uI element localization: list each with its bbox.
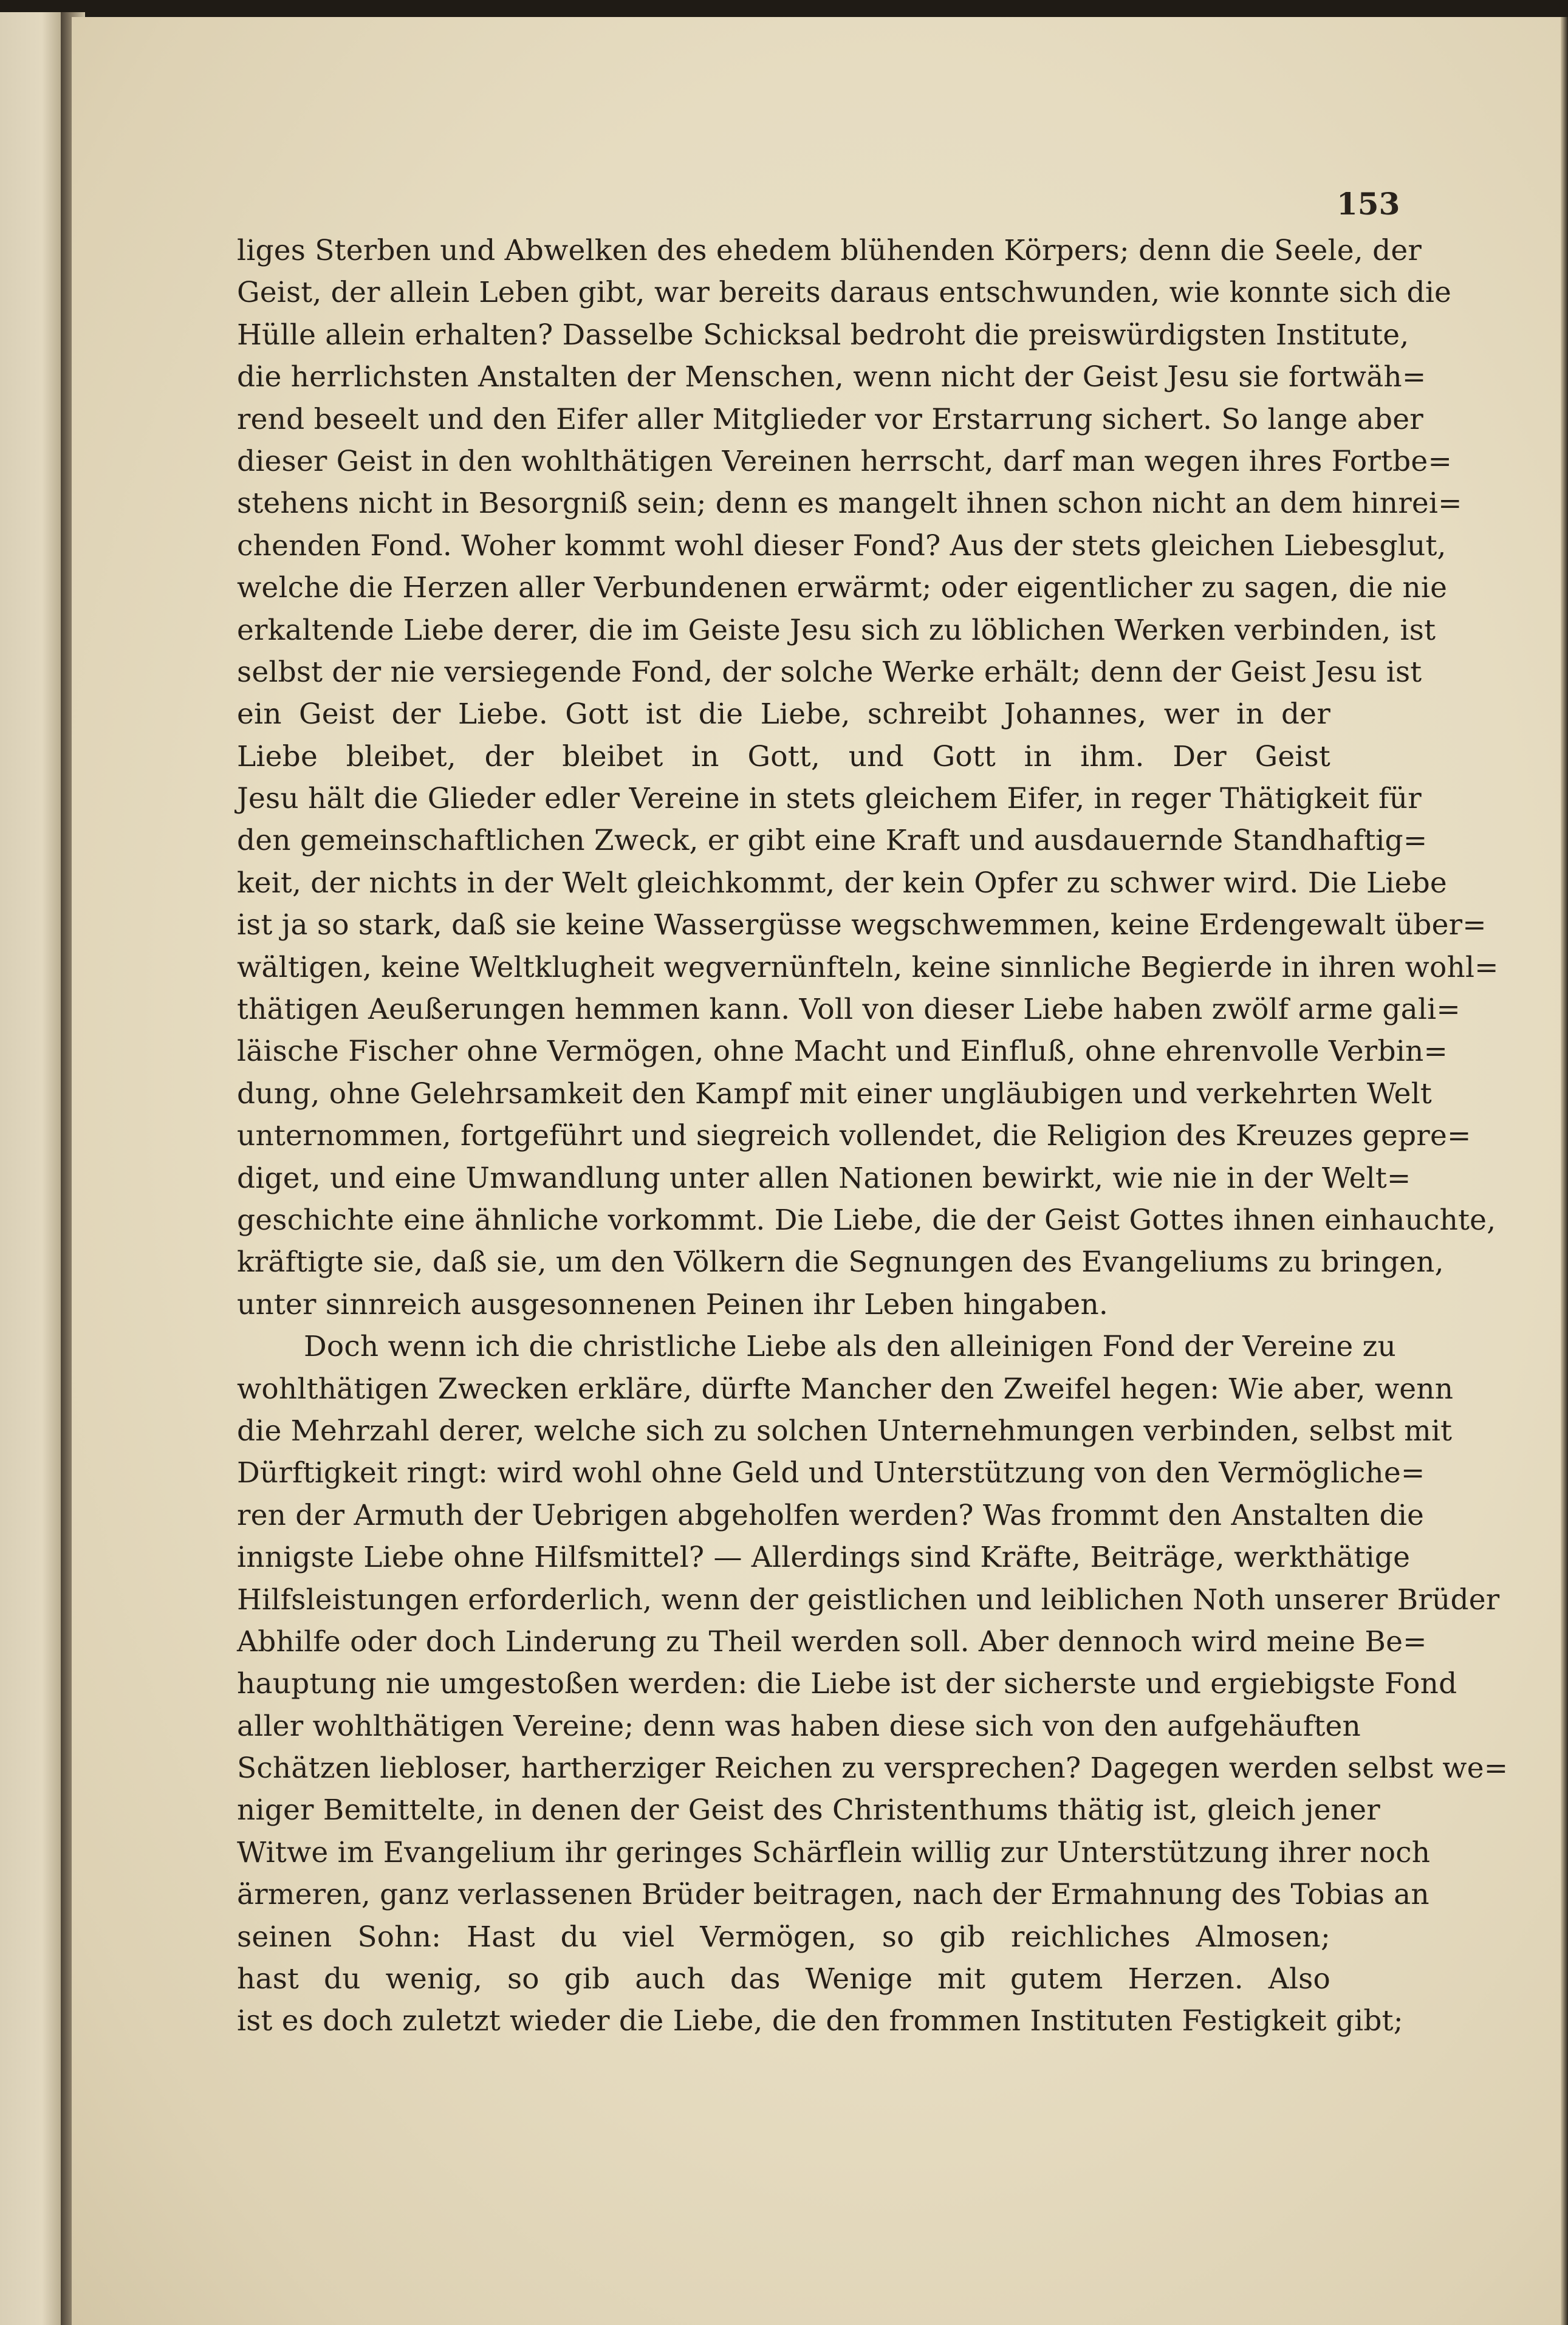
text-line: welche die Herzen aller Verbundenen erwärmt; oder eigentlicher zu sagen, die nie [237, 571, 1448, 605]
paragraph-2 [237, 1326, 1508, 2043]
text-line: selbst der nie versiegende Fond, der solche Werke erhält; denn der Geist Jesu ist [237, 655, 1422, 689]
text-line: ärmeren, ganz verlassenen Brüder beitragen, nach der Ermahnung des Tobias an [237, 1878, 1429, 1912]
text-line: kräftigte sie, daß sie, um den Völkern die Segnungen des Evangeliums zu bringen, [237, 1245, 1444, 1279]
text-line: Dürftigkeit ringt: wird wohl ohne Geld und Unterstützung von den Vermögliche= [237, 1456, 1425, 1490]
text-line: geschichte eine ähnliche vorkommt. Die Liebe, die der Geist Gottes ihnen einhauchte, [237, 1203, 1496, 1237]
text-line: Jesu hält die Glieder edler Vereine in stets gleichem Eifer, in reger Thätigkeit für [237, 782, 1422, 816]
text-line: chenden Fond. Woher kommt wohl dieser Fond? Aus der stets gleichen Liebesglut, [237, 529, 1446, 563]
text-line: dung, ohne Gelehrsamkeit den Kampf mit einer ungläubigen und verkehrten Welt [237, 1077, 1432, 1111]
text-line: läische Fischer ohne Vermögen, ohne Macht und Einfluß, ohne ehrenvolle Verbin= [237, 1035, 1448, 1069]
text-line: ren der Armuth der Uebrigen abgeholfen werden? Was frommt den Anstalten die [237, 1498, 1425, 1532]
body-text [237, 230, 1508, 2043]
text-line: hauptung nie umgestoßen werden: die Liebe ist der sicherste und ergiebigste Fond [237, 1667, 1457, 1701]
text-line: Hilfsleistungen erforderlich, wenn der geistlichen und leiblichen Noth unserer Brüder [237, 1583, 1500, 1617]
text-line: keit, der nichts in der Welt gleichkommt, der kein Opfer zu schwer wird. Die Liebe [237, 866, 1447, 900]
text-line: den gemeinschaftlichen Zweck, er gibt eine Kraft und ausdauernde Standhaftig= [237, 824, 1428, 858]
text-line: dieser Geist in den wohlthätigen Vereinen herrscht, darf man wegen ihres Fortbe= [237, 444, 1453, 478]
page-number: 153 [1337, 186, 1400, 222]
text-line: diget, und eine Umwandlung unter allen Nationen bewirkt, wie nie in der Welt= [237, 1161, 1411, 1195]
text-line: wältigen, keine Weltklugheit wegvernünfteln, keine sinnliche Begierde in ihren wohl= [237, 950, 1499, 984]
text-line: niger Bemittelte, in denen der Geist des Christenthums thätig ist, gleich jener [237, 1793, 1380, 1827]
text-line: wohlthätigen Zwecken erkläre, dürfte Mancher den Zweifel hegen: Wie aber, wenn [237, 1372, 1454, 1406]
text-line: Abhilfe oder doch Linderung zu Theil werden soll. Aber dennoch wird meine Be= [237, 1625, 1427, 1659]
text-line: Witwe im Evangelium ihr geringes Schärflein willig zur Unterstützung ihrer noch [237, 1835, 1431, 1869]
text-line: Hülle allein erhalten? Dasselbe Schicksal bedroht die preiswürdigsten Institute, [237, 318, 1409, 352]
text-line: aller wohlthätigen Vereine; denn was haben diese sich von den aufgehäuften [237, 1709, 1361, 1743]
text-line: die Mehrzahl derer, welche sich zu solchen Unternehmungen verbinden, selbst mit [237, 1414, 1453, 1448]
previous-page-edge [0, 12, 70, 2325]
text-line: Doch wenn ich die christliche Liebe als den alleinigen Fond der Vereine zu [304, 1330, 1396, 1364]
text-line: innigste Liebe ohne Hilfsmittel? — Allerdings sind Kräfte, Beiträge, werkthätige [237, 1541, 1411, 1575]
text-line: Geist, der allein Leben gibt, war bereits daraus entschwunden, wie konnte sich die [237, 276, 1452, 310]
text-line: die herrlichsten Anstalten der Menschen, wenn nicht der Geist Jesu sie fortwäh= [237, 360, 1426, 394]
text-line: stehens nicht in Besorgniß sein; denn es mangelt ihnen schon nicht an dem hinrei= [237, 487, 1462, 521]
text-line: unternommen, fortgeführt und siegreich vollendet, die Religion des Kreuzes gepre= [237, 1119, 1471, 1153]
paragraph-1 [237, 230, 1499, 1326]
text-line: seinen Sohn: Hast du viel Vermögen, so gib reichliches Almosen; [237, 1920, 1330, 1954]
text-line: ein Geist der Liebe. Gott ist die Liebe, schreibt Johannes, wer in der [237, 697, 1330, 731]
scan-border-top [0, 0, 1568, 18]
text-line: ist ja so stark, daß sie keine Wassergüsse wegschwemmen, keine Erdengewalt über= [237, 908, 1487, 942]
text-line: erkaltende Liebe derer, die im Geiste Jesu sich zu löblichen Werken verbinden, ist [237, 613, 1436, 647]
text-line: hast du wenig, so gib auch das Wenige mit gutem Herzen. Also [237, 1962, 1330, 1996]
text-line: liges Sterben und Abwelken des ehedem blühenden Körpers; denn die Seele, der [237, 234, 1422, 267]
text-line: Schätzen liebloser, hartherziger Reichen zu versprechen? Dagegen werden selbst we= [237, 1751, 1508, 1786]
scan-border-right [1561, 17, 1568, 2325]
text-line: thätigen Aeußerungen hemmen kann. Voll von dieser Liebe haben zwölf arme gali= [237, 993, 1460, 1027]
text-line: unter sinnreich ausgesonnenen Peinen ihr Leben hingaben. [237, 1287, 1109, 1321]
text-line: Liebe bleibet, der bleibet in Gott, und Gott in ihm. Der Geist [237, 739, 1330, 773]
text-line: ist es doch zuletzt wieder die Liebe, die den frommen Instituten Festigkeit gibt; [237, 2004, 1403, 2038]
text-line: rend beseelt und den Eifer aller Mitglieder vor Erstarrung sichert. So lange aber [237, 402, 1423, 436]
